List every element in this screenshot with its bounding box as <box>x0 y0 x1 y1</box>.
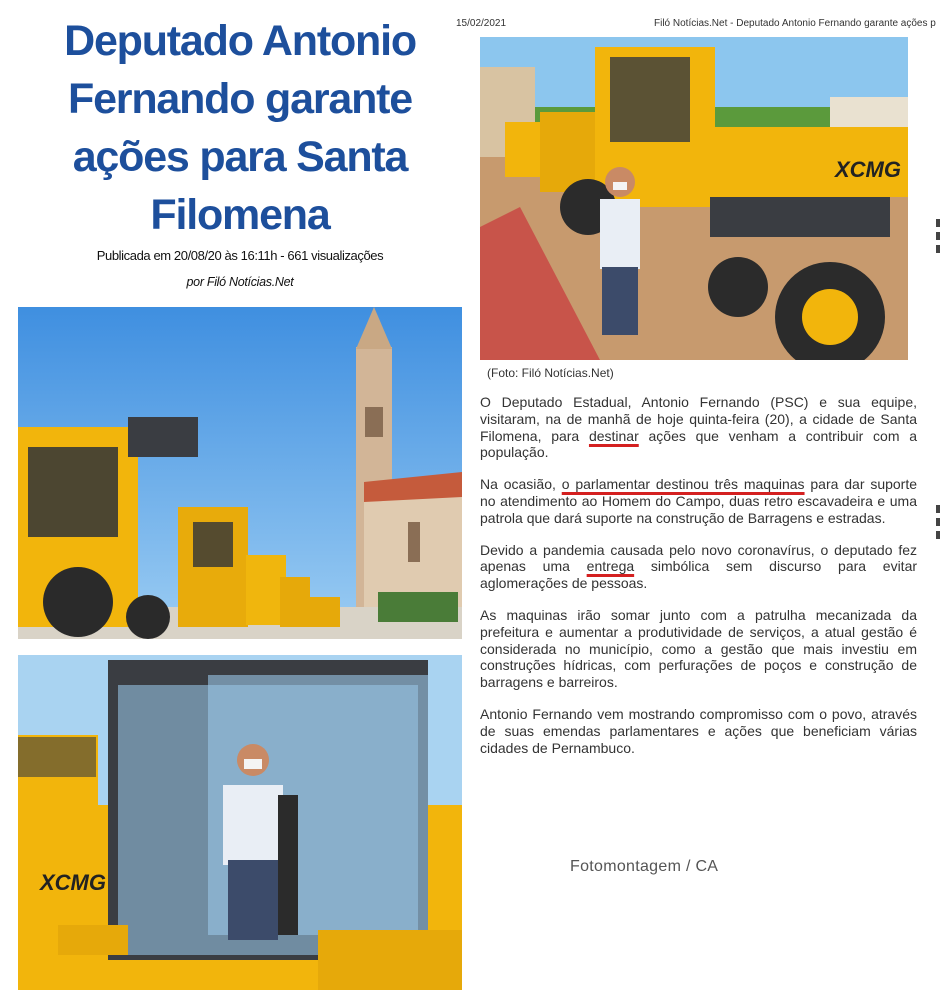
svg-text:XCMG: XCMG <box>835 157 901 182</box>
paragraph-1: O Deputado Estadual, Antonio Fernando (PSC) e sua equipe, visitaram, na de manhã de hoje quinta-feira (20), a cidade de Santa Filomena, para destinar ações que venham a contribuir com a população. <box>480 394 917 461</box>
photo-deputy-in-cab <box>18 655 462 990</box>
print-source-title: Filó Notícias.Net - Deputado Antonio Fernando garante ações p <box>654 18 936 29</box>
underlined-tres-maquinas: o parlamentar destinou três maquinas <box>561 476 805 493</box>
photo-caption: (Foto: Filó Notícias.Net) <box>487 366 614 380</box>
photo-deputy-with-machines <box>480 37 908 360</box>
paragraph-2: Na ocasião, o parlamentar destinou três maquinas para dar suporte no atendimento ao Homem do Campo, duas retro escavadeira e uma patrola que dará suporte na construção de Barragens e estradas. <box>480 476 918 526</box>
cropped-column-fragment <box>930 500 941 560</box>
article-body <box>480 394 917 771</box>
cropped-column-fragment <box>930 214 941 274</box>
paragraph-4: As maquinas irão somar junto com a patrulha mecanizada da prefeitura e aumentar a produtividade de serviços, a atual gestão é considerada no município, como a gestão que mais investiu em construções hídricas, com perfurações de poços e construção de barragens e barreiros. <box>480 606 917 691</box>
article-headline: Deputado Antonio Fernando garante ações para Santa Filomena <box>64 17 416 239</box>
byline: por Filó Notícias.Net <box>186 275 294 289</box>
underlined-destinar: destinar <box>588 427 639 444</box>
paragraph-5: Antonio Fernando vem mostrando compromisso com o povo, através de suas emendas parlamentares e ações que beneficiam várias cidades de Pernambuco. <box>480 705 917 756</box>
paragraph-3: Devido a pandemia causada pelo novo coronavírus, o deputado fez apenas uma entrega simbólica sem discurso para evitar aglomerações de pessoas. <box>480 541 918 592</box>
photo-machines-church <box>18 307 462 639</box>
published-info: Publicada em 20/08/20 às 16:11h - 661 visualizações <box>96 248 384 263</box>
print-date: 15/02/2021 <box>456 18 507 29</box>
svg-text:XCMG: XCMG <box>40 870 106 895</box>
underlined-entrega: entrega <box>586 558 635 575</box>
photomontage-credit: Fotomontagem / CA <box>570 858 719 875</box>
